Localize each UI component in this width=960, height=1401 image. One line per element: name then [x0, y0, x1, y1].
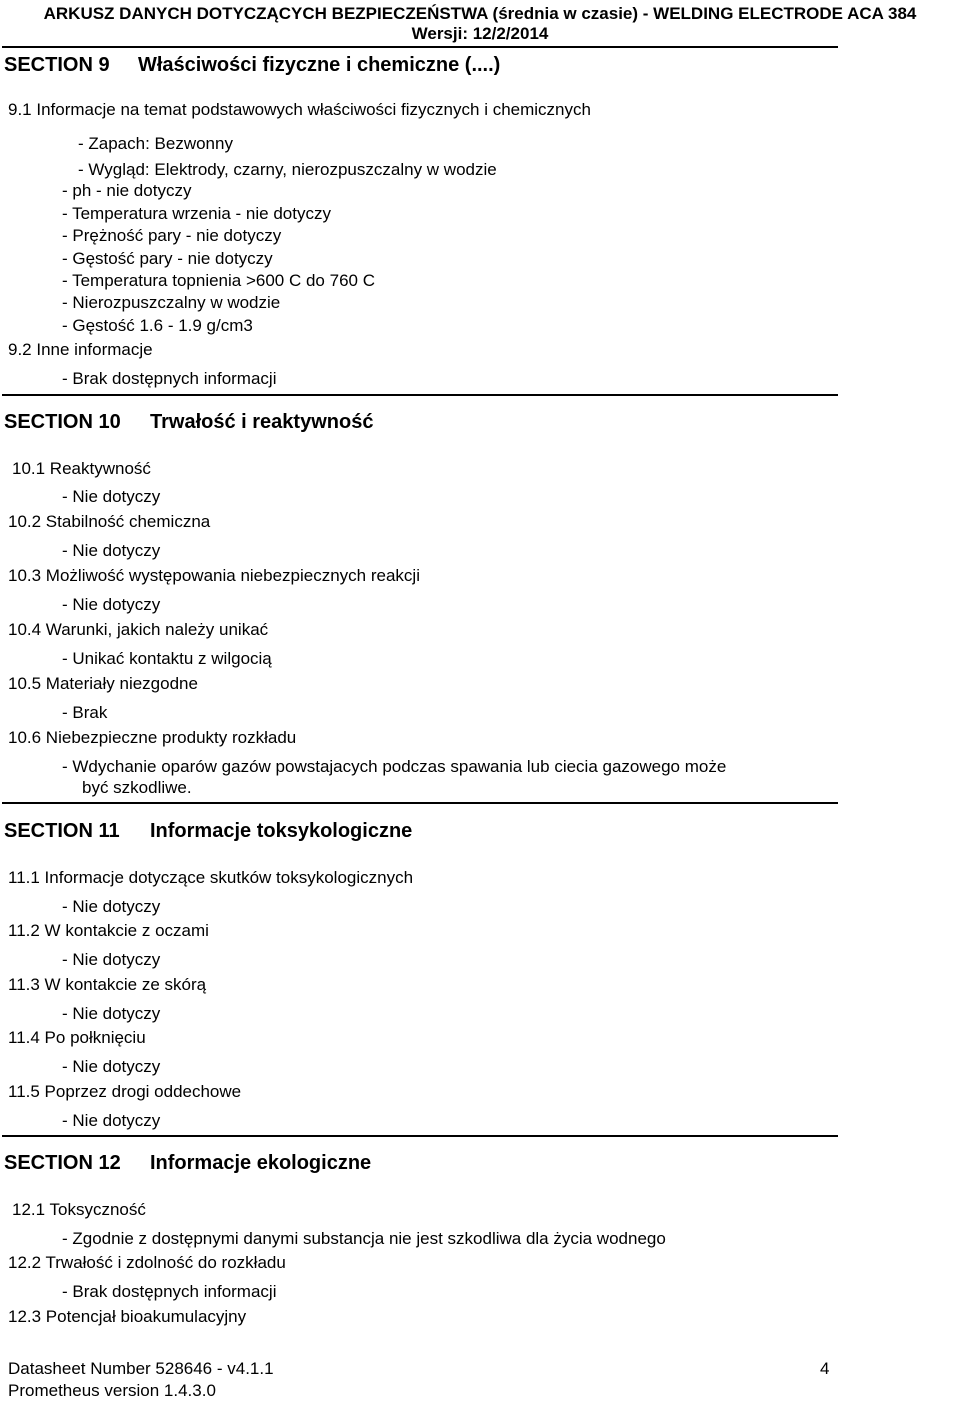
- section11-title: Informacje toksykologiczne: [150, 820, 413, 842]
- section9-item-insoluble: - Nierozpuszczalny w wodzie: [62, 293, 281, 312]
- section12-sub1: 12.1 Toksyczność: [12, 1200, 146, 1219]
- section9-heading: [4, 54, 501, 77]
- section11-sub4: 11.4 Po połknięciu: [8, 1028, 146, 1047]
- section11-divider: [2, 802, 838, 804]
- section12-title: Informacje ekologiczne: [150, 1152, 372, 1174]
- section9-item-vapour-density: - Gęstość pary - nie dotyczy: [62, 249, 273, 268]
- section10-sub6-item: - Wdychanie oparów gazów powstajacych podczas spawania lub ciecia gazowego może: [62, 757, 727, 776]
- document-title: ARKUSZ DANYCH DOTYCZĄCYCH BEZPIECZEŃSTWA (średnia w czasie) - WELDING ELECTRODE ACA 384: [43, 4, 917, 23]
- section10-sub3: 10.3 Możliwość występowania niebezpiecznych reakcji: [8, 566, 420, 585]
- section10-sub4-item: - Unikać kontaktu z wilgocią: [62, 649, 272, 668]
- footer-page-number: 4: [820, 1359, 830, 1378]
- section9-item-melting: - Temperatura topnienia >600 C do 760 C: [62, 271, 375, 290]
- section11-sub3: 11.3 W kontakcie ze skórą: [8, 975, 207, 994]
- section11-sub5: 11.5 Poprzez drogi oddechowe: [8, 1082, 242, 1101]
- section11-number: SECTION 11: [4, 820, 120, 842]
- section11-sub5-item: - Nie dotyczy: [62, 1111, 161, 1130]
- section11-sub1: 11.1 Informacje dotyczące skutków toksykologicznych: [8, 868, 414, 887]
- footer-prometheus: Prometheus version 1.4.3.0: [8, 1381, 216, 1400]
- section12-sub2-item: - Brak dostępnych informacji: [62, 1282, 277, 1301]
- section9-item-appearance: - Wygląd: Elektrody, czarny, nierozpuszczalny w wodzie: [78, 160, 497, 179]
- section12-sub3: 12.3 Potencjał bioakumulacyjny: [8, 1307, 247, 1326]
- section12-divider: [2, 1135, 838, 1137]
- section11-sub2: 11.2 W kontakcie z oczami: [8, 921, 209, 940]
- section9-sub2-item: - Brak dostępnych informacji: [62, 369, 277, 388]
- section10-number: SECTION 10: [4, 411, 121, 433]
- section10-title: Trwałość i reaktywność: [150, 411, 374, 433]
- section9-number: SECTION 9: [4, 54, 110, 76]
- section10-heading: [4, 411, 374, 434]
- section10-sub5-item: - Brak: [62, 703, 108, 722]
- section11-sub2-item: - Nie dotyczy: [62, 950, 161, 969]
- section10-sub2-item: - Nie dotyczy: [62, 541, 161, 560]
- section9-sub2: 9.2 Inne informacje: [8, 340, 153, 359]
- section10-sub1: 10.1 Reaktywność: [12, 459, 151, 478]
- section11-sub3-item: - Nie dotyczy: [62, 1004, 161, 1023]
- section12-sub1-item: - Zgodnie z dostępnymi danymi substancja nie jest szkodliwa dla życia wodnego: [62, 1229, 666, 1248]
- section11-sub1-item: - Nie dotyczy: [62, 897, 161, 916]
- section9-item-boiling: - Temperatura wrzenia - nie dotyczy: [62, 204, 331, 223]
- section9-item-vapour-pressure: - Prężność pary - nie dotyczy: [62, 226, 282, 245]
- section12-number: SECTION 12: [4, 1152, 121, 1174]
- section10-divider: [2, 394, 838, 396]
- header-divider: [2, 46, 838, 48]
- section9-sub1: 9.1 Informacje na temat podstawowych właściwości fizycznych i chemicznych: [8, 100, 591, 119]
- section11-sub4-item: - Nie dotyczy: [62, 1057, 161, 1076]
- section10-sub4: 10.4 Warunki, jakich należy unikać: [8, 620, 269, 639]
- section10-sub2: 10.2 Stabilność chemiczna: [8, 512, 211, 531]
- section9-item-density: - Gęstość 1.6 - 1.9 g/cm3: [62, 316, 253, 335]
- section9-item-ph: - ph - nie dotyczy: [62, 181, 192, 200]
- section10-sub3-item: - Nie dotyczy: [62, 595, 161, 614]
- section9-item-smell: - Zapach: Bezwonny: [78, 134, 233, 153]
- section11-heading: [4, 820, 413, 843]
- section12-heading: [4, 1152, 372, 1175]
- section9-title: Właściwości fizyczne i chemiczne (....): [138, 54, 501, 76]
- section10-sub6: 10.6 Niebezpieczne produkty rozkładu: [8, 728, 297, 747]
- section10-sub6-item-cont: być szkodliwe.: [82, 778, 192, 797]
- document-version: Wersji: 12/2/2014: [411, 24, 549, 43]
- section10-sub5: 10.5 Materiały niezgodne: [8, 674, 198, 693]
- section10-sub1-item: - Nie dotyczy: [62, 487, 161, 506]
- section12-sub2: 12.2 Trwałość i zdolność do rozkładu: [8, 1253, 286, 1272]
- footer-datasheet: Datasheet Number 528646 - v4.1.1: [8, 1359, 274, 1378]
